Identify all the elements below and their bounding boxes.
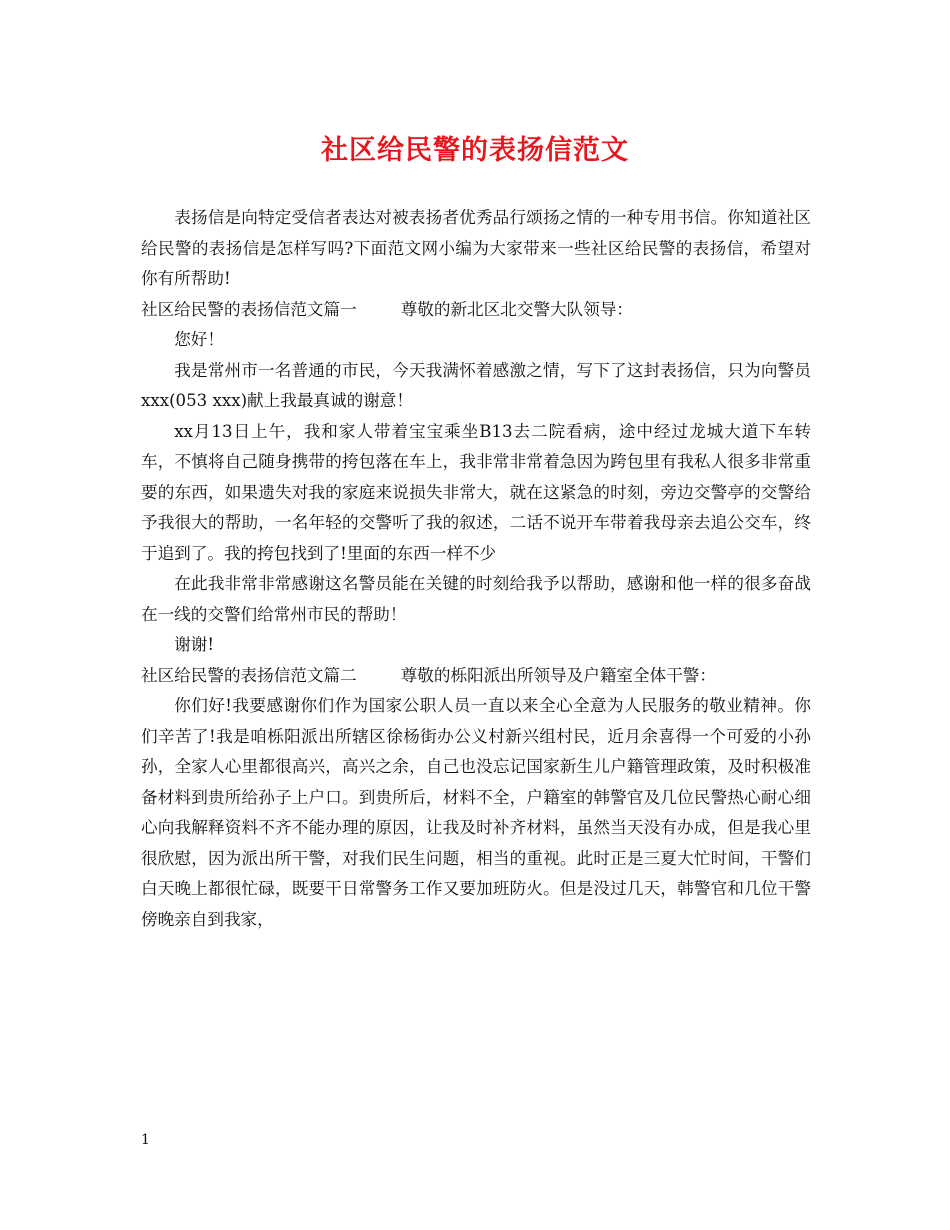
section-label-2: 社区给民警的表扬信范文篇二 (141, 665, 357, 685)
letter2-paragraph-1: 你们好!我要感谢你们作为国家公职人员一直以来全心全意为人民服务的敬业精神。你们辛苦了!我是咱栎阳派出所辖区徐杨街办公义村新兴组村民，近月余喜得一个可爱的小孙孙，全家人心里都很高兴，高兴之余，自己也没忘记国家新生儿户籍管理政策，及时积极准备材料到贵所给孙子上户口。到贵所后，材料不全，户籍室的韩警官及几位民警热心耐心细心向我解释资料不齐不能办理的原因，让我及时补齐材料，虽然当天没有办成，但是我心里很欣慰，因为派出所干警，对我们民生问题，相当的重视。此时正是三夏大忙时间，干警们白天晚上都很忙碌，既要干日常警务工作又要加班防火。但是没过几天，韩警官和几位干警傍晚亲自到我家， (141, 696, 811, 929)
section-heading-1 (141, 295, 811, 326)
section-greeting-2: 尊敬的栎阳派出所领导及户籍室全体干警： (400, 665, 716, 685)
section-label-1: 社区给民警的表扬信范文篇一 (141, 299, 357, 319)
letter1-paragraph-2: xx月13日上午，我和家人带着宝宝乘坐B13去二院看病，途中经过龙城大道下车转车，不慎将自己随身携带的挎包落在车上，我非常非常着急因为跨包里有我私人很多非常重要的东西，如果遗失对我的家庭来说损失非常大，就在这紧急的时刻，旁边交警亭的交警给予我很大的帮助，一名年轻的交警听了我的叙述，二话不说开车带着我母亲去追公交车，终于追到了。我的挎包找到了!里面的东西一样不少 (141, 421, 811, 563)
document-title: 社区给民警的表扬信范文 (321, 135, 629, 166)
intro-paragraph: 表扬信是向特定受信者表达对被表扬者优秀品行颂扬之情的一种专用书信。你知道社区给民警的表扬信是怎样写吗?下面范文网小编为大家带来一些社区给民警的表扬信，希望对你有所帮助! (141, 208, 811, 288)
letter1-paragraph-3: 在此我非常非常感谢这名警员能在关键的时刻给我予以帮助，感谢和他一样的很多奋战在一线的交警们给常州市民的帮助！ (141, 574, 811, 624)
page-number: 1 (141, 1132, 150, 1148)
document-body (141, 203, 811, 935)
section-heading-2 (141, 661, 811, 692)
salutation-paragraph: 您好！ (174, 330, 224, 349)
section-greeting-1: 尊敬的新北区北交警大队领导： (400, 299, 634, 319)
closing-paragraph: 谢谢! (174, 635, 215, 654)
letter1-paragraph-1: 我是常州市一名普通的市民，今天我满怀着感激之情，写下了这封表扬信，只为向警员 xxx(053 xxx)献上我最真诚的谢意！ (141, 360, 811, 410)
